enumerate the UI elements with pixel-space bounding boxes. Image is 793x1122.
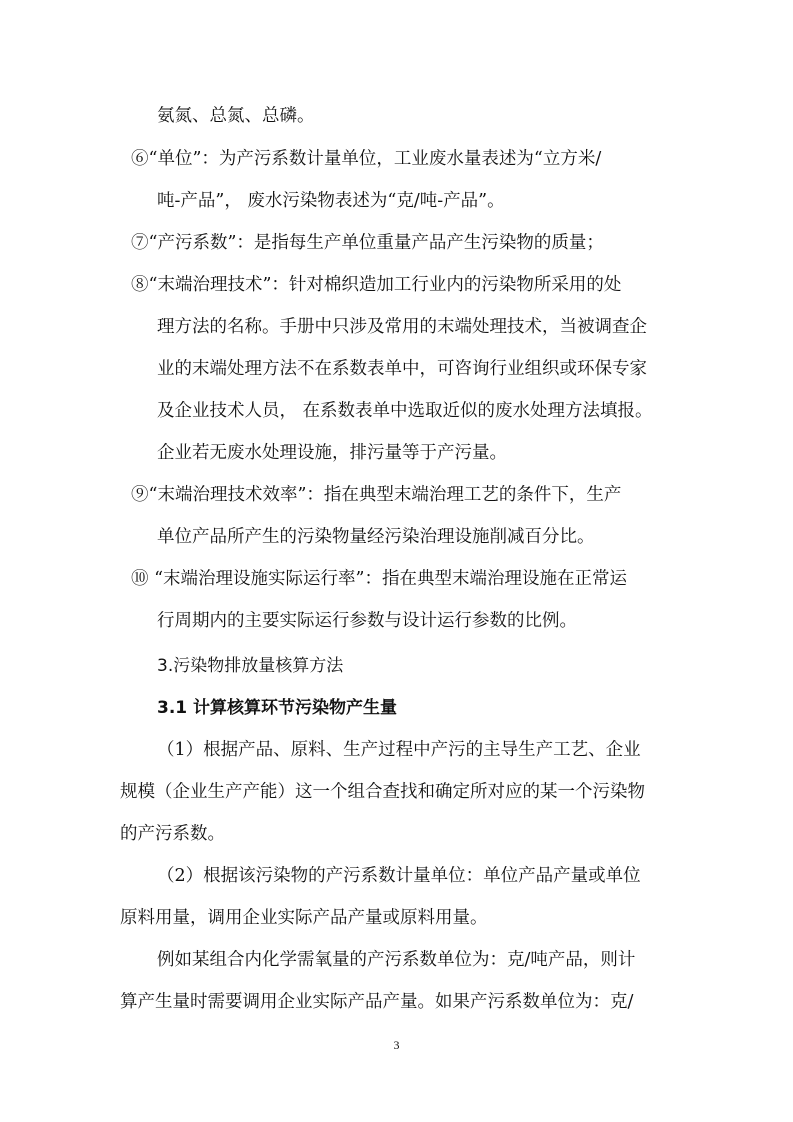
paragraph-line: （2）根据该污染物的产污系数计量单位：单位产品产量或单位 xyxy=(157,866,641,886)
definition-item-7: ⑦“产污系数”：是指每生产单位重量产品产生污染物的质量； xyxy=(131,233,604,253)
definition-item-8: ⑧“末端治理技术”：针对棉织造加工行业内的污染物所采用的处 xyxy=(131,275,622,295)
definition-item-6: ⑥“单位”：为产污系数计量单位，工业废水量表述为“立方米/ xyxy=(131,149,602,169)
paragraph-line: （1）根据产品、原料、生产过程中产污的主导生产工艺、企业 xyxy=(157,740,641,760)
paragraph-line: 例如某组合内化学需氧量的产污系数单位为：克/吨产品，则计 xyxy=(157,950,636,970)
subsection-heading: 3.1 计算核算环节污染物产生量 xyxy=(157,698,398,718)
text-line: 行周期内的主要实际运行参数与设计运行参数的比例。 xyxy=(157,611,577,631)
text-line: 单位产品所产生的污染物量经污染治理设施削减百分比。 xyxy=(157,527,595,547)
section-heading: 3.污染物排放量核算方法 xyxy=(157,656,344,676)
text-line: 企业若无废水处理设施，排污量等于产污量。 xyxy=(157,443,507,463)
text-line: 理方法的名称。手册中只涉及常用的末端处理技术，当被调查企 xyxy=(157,317,647,337)
text-line: 及企业技术人员， 在系数表单中选取近似的废水处理方法填报。 xyxy=(157,401,653,421)
definition-item-9: ⑨“末端治理技术效率”：指在典型末端治理工艺的条件下，生产 xyxy=(131,485,622,505)
paragraph-line: 原料用量，调用企业实际产品产量或原料用量。 xyxy=(120,908,488,928)
definition-item-10: ⑩ “末端治理设施实际运行率”：指在典型末端治理设施在正常运 xyxy=(131,569,627,589)
paragraph-line: 算产生量时需要调用企业实际产品产量。如果产污系数单位为：克/ xyxy=(120,992,634,1012)
text-line: 氨氮、总氮、总磷。 xyxy=(157,106,315,126)
paragraph-line: 规模（企业生产产能）这一个组合查找和确定所对应的某一个污染物 xyxy=(120,782,645,802)
paragraph-line: 的产污系数。 xyxy=(120,824,225,844)
text-line: 业的末端处理方法不在系数表单中，可咨询行业组织或环保专家 xyxy=(157,359,647,379)
text-line: 吨-产品”， 废水污染物表述为“克/吨-产品”。 xyxy=(157,191,505,211)
page-number: 3 xyxy=(393,1038,400,1052)
